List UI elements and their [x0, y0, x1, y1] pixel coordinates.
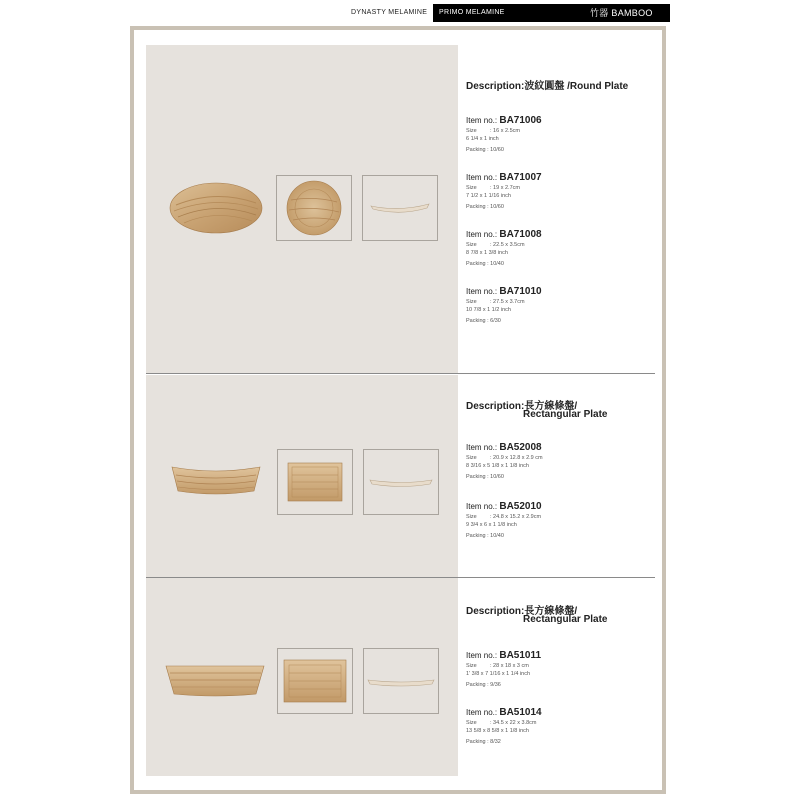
- rect-plate-top-view: [277, 449, 353, 515]
- packing-value: : 10/60: [487, 474, 504, 480]
- tab-primo-melamine[interactable]: PRIMO MELAMINE: [433, 4, 670, 22]
- item-entry: [466, 172, 656, 211]
- tab-bamboo[interactable]: 竹器 BAMBOO: [590, 8, 653, 18]
- item-entry: [466, 707, 656, 746]
- item-label: Item no.:: [466, 173, 498, 182]
- rect-plate-angle-image: [168, 461, 264, 499]
- description-text: 長方線條盤/: [524, 401, 578, 412]
- description-label: Description:: [466, 606, 525, 617]
- size-metric: : 28 x 18 x 3 cm: [490, 663, 529, 669]
- size-label: Size: [466, 455, 477, 461]
- packing-label: Packing: [466, 261, 486, 267]
- size-label: Size: [466, 720, 477, 726]
- item-label: Item no.:: [466, 287, 498, 296]
- item-label: Item no.:: [466, 443, 498, 452]
- item-packing: [466, 260, 656, 268]
- item-packing: [466, 681, 656, 689]
- packing-value: : 9/36: [487, 682, 501, 688]
- item-size: [466, 719, 656, 727]
- packing-value: : 10/40: [487, 533, 504, 539]
- item-packing: [466, 146, 656, 154]
- item-number: [466, 229, 656, 241]
- packing-value: : 10/40: [487, 261, 504, 267]
- item-size: [466, 184, 656, 192]
- item-entry: [466, 442, 656, 481]
- large-rect-plate-angle-image: [164, 660, 268, 702]
- item-number: [466, 172, 656, 184]
- large-rect-plate-top-view: [277, 648, 353, 714]
- size-metric: : 22.5 x 3.5cm: [490, 242, 525, 248]
- packing-label: Packing: [466, 474, 486, 480]
- item-size: [466, 127, 656, 135]
- item-entry: [466, 115, 656, 154]
- product-section-rectangular-plate: [146, 375, 655, 577]
- packing-value: : 8/32: [487, 739, 501, 745]
- item-packing: [466, 473, 656, 481]
- size-imperial: 10 7/8 x 1 1/2 inch: [466, 307, 511, 313]
- size-label: Size: [466, 299, 477, 305]
- item-packing: [466, 317, 656, 325]
- item-label: Item no.:: [466, 708, 498, 717]
- size-imperial: 6 1/4 x 1 inch: [466, 136, 499, 142]
- description-text: 波紋圓盤 /Round Plate: [524, 81, 629, 92]
- item-number: [466, 442, 656, 454]
- product-section-rectangular-plate-large: [146, 578, 655, 776]
- item-code: BA71008: [499, 229, 542, 240]
- item-label: Item no.:: [466, 116, 498, 125]
- packing-value: : 6/30: [487, 318, 501, 324]
- packing-value: : 10/60: [487, 147, 504, 153]
- packing-label: Packing: [466, 204, 486, 210]
- item-label: Item no.:: [466, 230, 498, 239]
- item-code: BA51014: [499, 707, 542, 718]
- size-imperial: 1' 3/8 x 7 1/16 x 1 1/4 inch: [466, 671, 531, 677]
- size-imperial: 7 1/2 x 1 1/16 inch: [466, 193, 511, 199]
- packing-label: Packing: [466, 682, 486, 688]
- item-code: BA71006: [499, 115, 542, 126]
- item-entry: [466, 501, 656, 540]
- item-label: Item no.:: [466, 502, 498, 511]
- size-imperial: 9 3/4 x 6 x 1 1/8 inch: [466, 522, 517, 528]
- product-description: [466, 77, 628, 92]
- size-imperial: 13 5/8 x 8 5/8 x 1 1/8 inch: [466, 728, 529, 734]
- description-text-line2: Rectangular Plate: [523, 614, 608, 625]
- item-entry: [466, 229, 656, 268]
- round-plate-top-view: [276, 175, 352, 241]
- tab-dynasty-melamine[interactable]: DYNASTY MELAMINE: [351, 9, 428, 16]
- size-imperial: 8 3/16 x 5 1/8 x 1 1/8 inch: [466, 463, 529, 469]
- item-code: BA71007: [499, 172, 542, 183]
- product-photo-area: [146, 578, 458, 776]
- item-size: [466, 513, 656, 521]
- item-number: [466, 501, 656, 513]
- product-photo-area: [146, 375, 458, 577]
- round-plate-angle-image: [168, 181, 264, 235]
- item-size: [466, 662, 656, 670]
- size-metric: : 16 x 2.5cm: [490, 128, 520, 134]
- item-number: [466, 286, 656, 298]
- size-metric: : 24.8 x 15.2 x 2.9cm: [490, 514, 542, 520]
- size-label: Size: [466, 663, 477, 669]
- size-metric: : 27.5 x 3.7cm: [490, 299, 525, 305]
- item-number: [466, 650, 656, 662]
- section-divider: [146, 373, 655, 374]
- item-number: [466, 707, 656, 719]
- item-size: [466, 241, 656, 249]
- item-packing: [466, 532, 656, 540]
- item-label: Item no.:: [466, 651, 498, 660]
- rect-plate-side-view: [363, 449, 439, 515]
- packing-label: Packing: [466, 147, 486, 153]
- size-imperial: 8 7/8 x 1 3/8 inch: [466, 250, 508, 256]
- item-packing: [466, 203, 656, 211]
- size-label: Size: [466, 514, 477, 520]
- packing-label: Packing: [466, 533, 486, 539]
- size-label: Size: [466, 242, 477, 248]
- large-rect-plate-side-view: [363, 648, 439, 714]
- product-photo-area: [146, 45, 458, 373]
- item-size: [466, 454, 656, 462]
- item-code: BA52010: [499, 501, 542, 512]
- item-number: [466, 115, 656, 127]
- description-label: Description:: [466, 401, 525, 412]
- item-code: BA71010: [499, 286, 542, 297]
- size-metric: : 19 x 2.7cm: [490, 185, 520, 191]
- product-section-round-plate: [146, 45, 655, 373]
- item-entry: [466, 286, 656, 325]
- item-code: BA52008: [499, 442, 542, 453]
- item-code: BA51011: [499, 650, 542, 661]
- size-metric: : 20.9 x 12.8 x 2.9 cm: [490, 455, 543, 461]
- size-label: Size: [466, 185, 477, 191]
- description-label: Description:: [466, 81, 525, 92]
- item-packing: [466, 738, 656, 746]
- description-text-line2: Rectangular Plate: [523, 409, 608, 420]
- size-label: Size: [466, 128, 477, 134]
- item-entry: [466, 650, 656, 689]
- top-navigation: [0, 4, 800, 22]
- packing-label: Packing: [466, 739, 486, 745]
- round-plate-side-view: [362, 175, 438, 241]
- description-text: 長方線條盤/: [524, 606, 578, 617]
- item-size: [466, 298, 656, 306]
- packing-label: Packing: [466, 318, 486, 324]
- size-metric: : 34.5 x 22 x 3.8cm: [490, 720, 537, 726]
- packing-value: : 10/60: [487, 204, 504, 210]
